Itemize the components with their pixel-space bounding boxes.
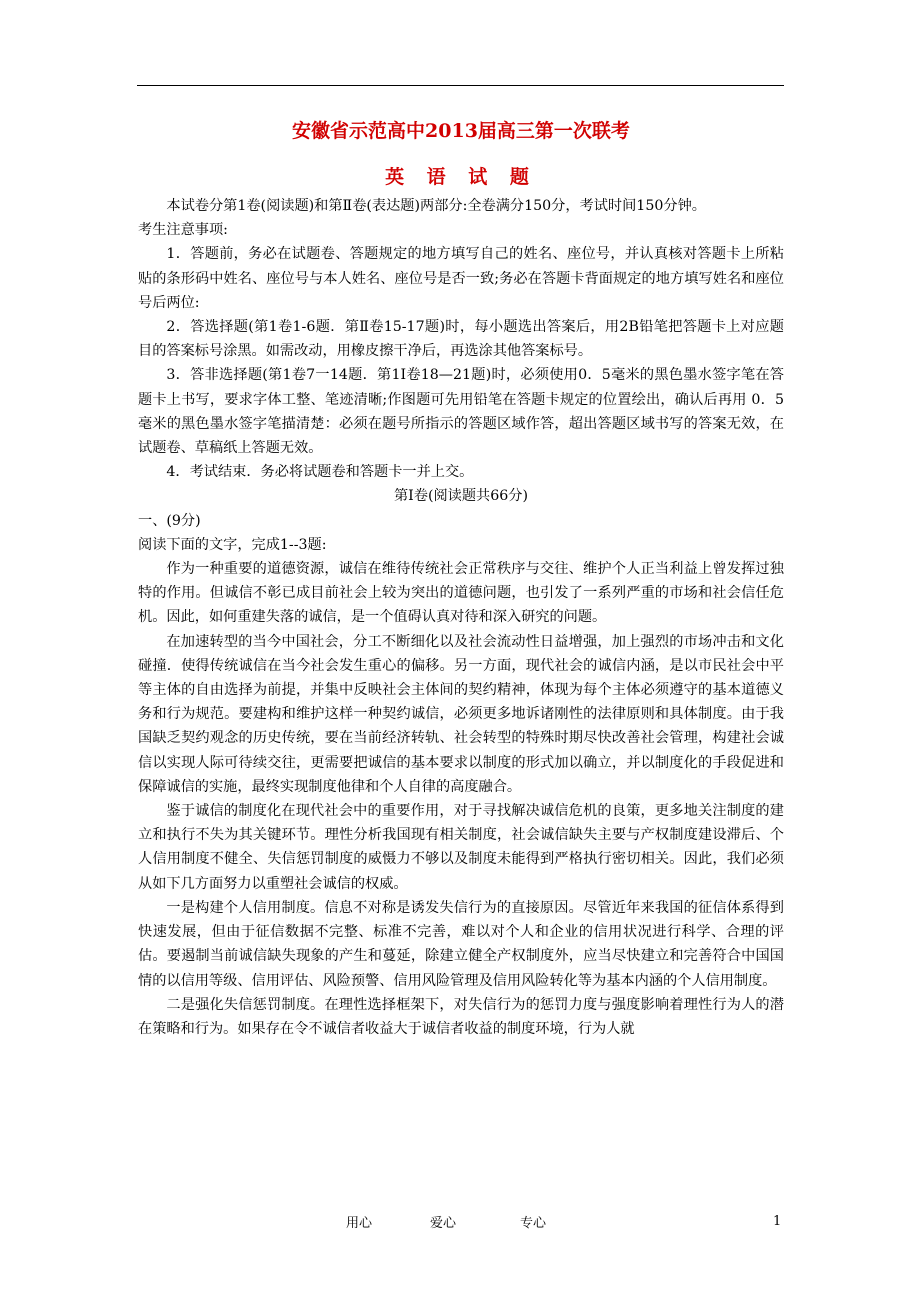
notice-item: 2．答选择题(第1卷1-6题．第Ⅱ卷15-17题)时，每小题选出答案后，用2B铅笔把答题卡上对应题目的答案标号涂黑。如需改动，用橡皮擦干净后，再选涂其他答案标号。 — [138, 319, 784, 360]
reading-instruction: 阅读下面的文字，完成1--3题: — [138, 536, 327, 553]
header-rule — [137, 85, 784, 86]
passage-paragraph: 一是构建个人信用制度。信息不对称是诱发失信行为的直接原因。尽管近年来我国的征信体系得到快速发展，但由于征信数据不完整、标准不完善，难以对个人和企业的信用状况进行科学、合理的评估。要遏制当前诚信缺失现象的产生和蔓延，除建立健全产权制度外，应当尽快建立和完善符合中国国情的以信用等级、信用评估、风险预警、信用风险管理及信用风险转化等为基本内涵的个人信用制度。 — [138, 899, 784, 989]
document-body — [138, 118, 784, 1041]
passage-paragraph: 二是强化失信惩罚制度。在理性选择框架下，对失信行为的惩罚力度与强度影响着理性行为人的潜在策略和行为。如果存在令不诚信者收益大于诚信者收益的制度环境，行为人就 — [138, 996, 784, 1037]
part-label: 一、(9分) — [138, 512, 201, 529]
section-title: 第Ⅰ卷(阅读题共66分) — [393, 488, 529, 505]
notice-heading: 考生注意事项: — [138, 222, 228, 239]
notice-item: 3．答非选择题(第1卷7一14题．第1I卷18—21题)时，必须使用0．5毫米的黑色墨水签字笔在答题卡上书写，要求字体工整、笔迹清晰;作图题可先用铅笔在答题卡规定的位置绘出，确认后再用 0．5毫米的黑色墨水签字笔描清楚：必须在题号所指示的答题区域作答，超出答题区域书写的答案无效，在试题卷、草稿纸上答题无效。 — [138, 367, 784, 457]
intro-paragraph: 本试卷分第1卷(阅读题)和第Ⅱ卷(表达题)两部分:全卷满分150分，考试时间150分钟。 — [166, 198, 706, 214]
exam-title: 安徽省示范高中2013届高三第一次联考 — [292, 120, 630, 142]
passage-paragraph: 作为一种重要的道德资源，诚信在维待传统社会正常秩序与交往、维护个人正当利益上曾发挥过独特的作用。但诚信不彰已成目前社会上较为突出的道德问题，也引发了一系列严重的市场和社会信任危机。因此，如何重建失落的诚信，是一个值碍认真对待和深入研究的问题。 — [138, 561, 784, 626]
page-number: 1 — [773, 1214, 782, 1229]
passage-paragraph: 鉴于诚信的制度化在现代社会中的重要作用，对于寻找解决诚信危机的良策，更多地关注制度的建立和执行不失为其关键环节。理性分析我国现有相关制度，社会诚信缺失主要与产权制度建设滞后、个人信用制度不健全、失信惩罚制度的威慑力不够以及制度未能得到严格执行密切相关。因此，我们必须从如下几方面努力以重塑社会诚信的权威。 — [138, 803, 784, 892]
footer-motto: 爱心 — [430, 1216, 457, 1231]
passage-paragraph: 在加速转型的当今中国社会，分工不断细化以及社会流动性日益增强，加上强烈的市场冲击和文化碰撞．使得传统诚信在当今社会发生重心的偏移。另一方面，现代社会的诚信内涵，是以市民社会中平等主体的自由选择为前提，并集中反映社会主体间的契约精神，体现为每个主体必须遵守的基本道德义务和行为规范。要建构和维护这样一种契约诚信，必须更多地诉诸刚性的法律原则和具体制度。由于我国缺乏契约观念的历史传统，要在当前经济转轨、社会转型的特殊时期尽快改善社会管理，构建社会诚信以实现人际可待续交往，更需要把诚信的基本要求以制度的形式加以确立，并以制度化的手段促进和保障诚信的实施，最终实现制度他律和个人自律的高度融合。 — [138, 633, 784, 795]
notice-item: 4．考试结束．务必将试题卷和答题卡一并上交。 — [166, 464, 474, 481]
footer-motto: 用心 — [346, 1216, 373, 1231]
exam-subtitle: 英 语 试 题 — [385, 166, 537, 188]
footer-motto: 专心 — [520, 1216, 547, 1231]
notice-item: 1．答题前，务必在试题卷、答题规定的地方填写自己的姓名、座位号，并认真核对答题卡上所粘贴的条形码中姓名、座位号与本人姓名、座位号是否一致;务必在答题卡背面规定的地方填写姓名和座位号后两位: — [138, 246, 784, 311]
